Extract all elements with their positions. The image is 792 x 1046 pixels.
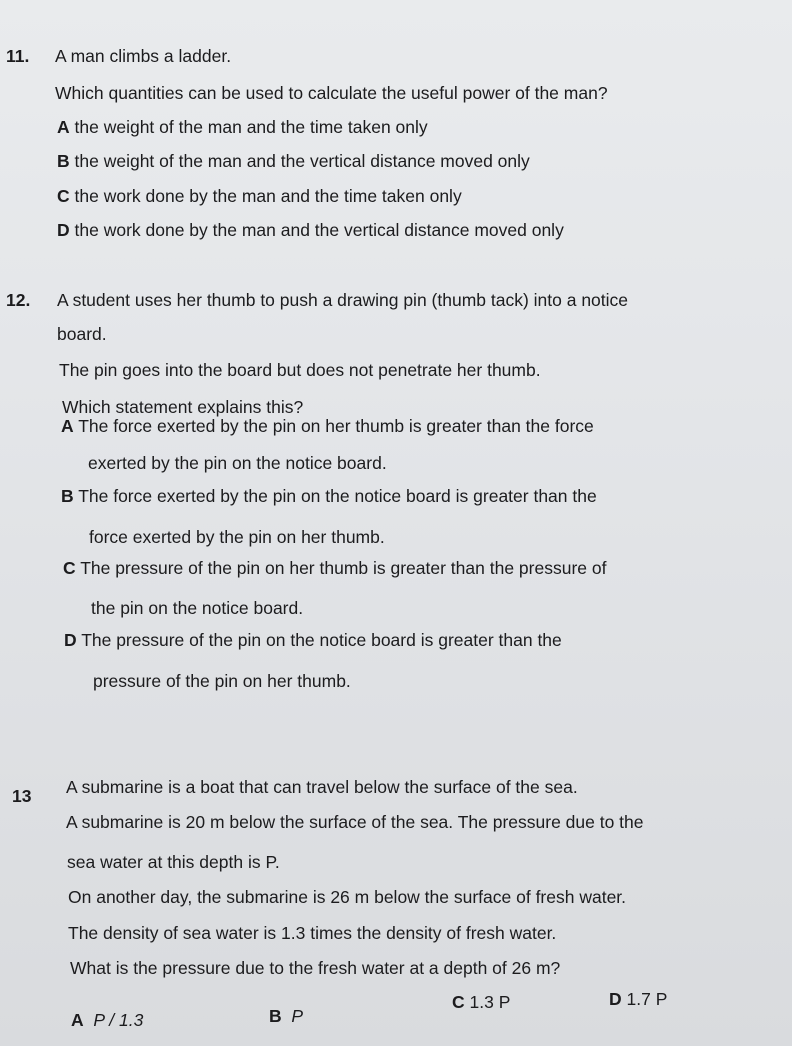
question-stem-line: On another day, the submarine is 26 m below the surface of fresh water. xyxy=(68,887,627,907)
option-letter: D xyxy=(57,220,70,240)
option-letter: B xyxy=(57,151,70,171)
question-stem-line: The pin goes into the board but does not penetrate her thumb. xyxy=(59,360,541,380)
option-letter: A xyxy=(61,416,74,436)
option-d xyxy=(57,219,564,241)
option-b xyxy=(57,150,530,172)
question-stem-line: The density of sea water is 1.3 times the density of fresh water. xyxy=(68,923,557,943)
question-stem-line: A submarine is 20 m below the surface of the sea. The pressure due to the xyxy=(66,812,644,832)
option-text: the work done by the man and the time taken only xyxy=(74,186,462,206)
option-letter: C xyxy=(63,558,76,578)
option-text-continued: force exerted by the pin on her thumb. xyxy=(89,527,385,547)
option-letter: C xyxy=(57,186,70,206)
option-text-continued: pressure of the pin on her thumb. xyxy=(93,671,351,691)
option-text: The pressure of the pin on her thumb is greater than the pressure of xyxy=(80,558,607,578)
option-letter: A xyxy=(71,1010,84,1030)
option-text: the work done by the man and the vertical distance moved only xyxy=(74,220,564,240)
option-text: the weight of the man and the time taken only xyxy=(74,117,428,137)
question-stem-line: A student uses her thumb to push a drawing pin (thumb tack) into a notice xyxy=(57,290,629,310)
option-letter: B xyxy=(61,486,74,506)
option-text: The force exerted by the pin on the notice board is greater than the xyxy=(78,486,597,506)
option-a xyxy=(57,116,428,138)
option-text: The pressure of the pin on the notice board is greater than the xyxy=(81,630,562,650)
question-number: 11. xyxy=(6,46,30,66)
option-c xyxy=(57,185,462,207)
question-prompt: What is the pressure due to the fresh water at a depth of 26 m? xyxy=(70,958,561,978)
option-letter: D xyxy=(609,989,622,1009)
option-letter: D xyxy=(64,630,77,650)
option-b xyxy=(269,1005,303,1027)
option-text: 1.3 P xyxy=(469,992,511,1012)
question-stem-line: board. xyxy=(57,324,107,344)
option-a xyxy=(71,1009,143,1031)
question-stem-line: sea water at this depth is P. xyxy=(67,852,280,872)
option-letter: C xyxy=(452,992,465,1012)
option-text: P / 1.3 xyxy=(93,1010,144,1030)
question-stem: A man climbs a ladder. xyxy=(55,46,232,66)
option-letter: B xyxy=(269,1006,282,1026)
option-text: The force exerted by the pin on her thumb is greater than the force xyxy=(78,416,594,436)
question-stem-line: A submarine is a boat that can travel below the surface of the sea. xyxy=(66,777,578,797)
option-text-continued: exerted by the pin on the notice board. xyxy=(88,453,387,473)
question-number: 12. xyxy=(6,290,31,310)
option-c xyxy=(452,991,510,1013)
option-text: the weight of the man and the vertical distance moved only xyxy=(74,151,530,171)
option-letter: A xyxy=(57,117,70,137)
option-text: P xyxy=(291,1006,304,1026)
option-text: 1.7 P xyxy=(626,989,668,1009)
question-prompt: Which quantities can be used to calculate the useful power of the man? xyxy=(55,83,608,103)
option-d xyxy=(609,988,667,1010)
question-prompt: Which statement explains this? xyxy=(62,397,304,417)
question-number: 13 xyxy=(12,786,32,806)
option-text-continued: the pin on the notice board. xyxy=(91,598,304,618)
